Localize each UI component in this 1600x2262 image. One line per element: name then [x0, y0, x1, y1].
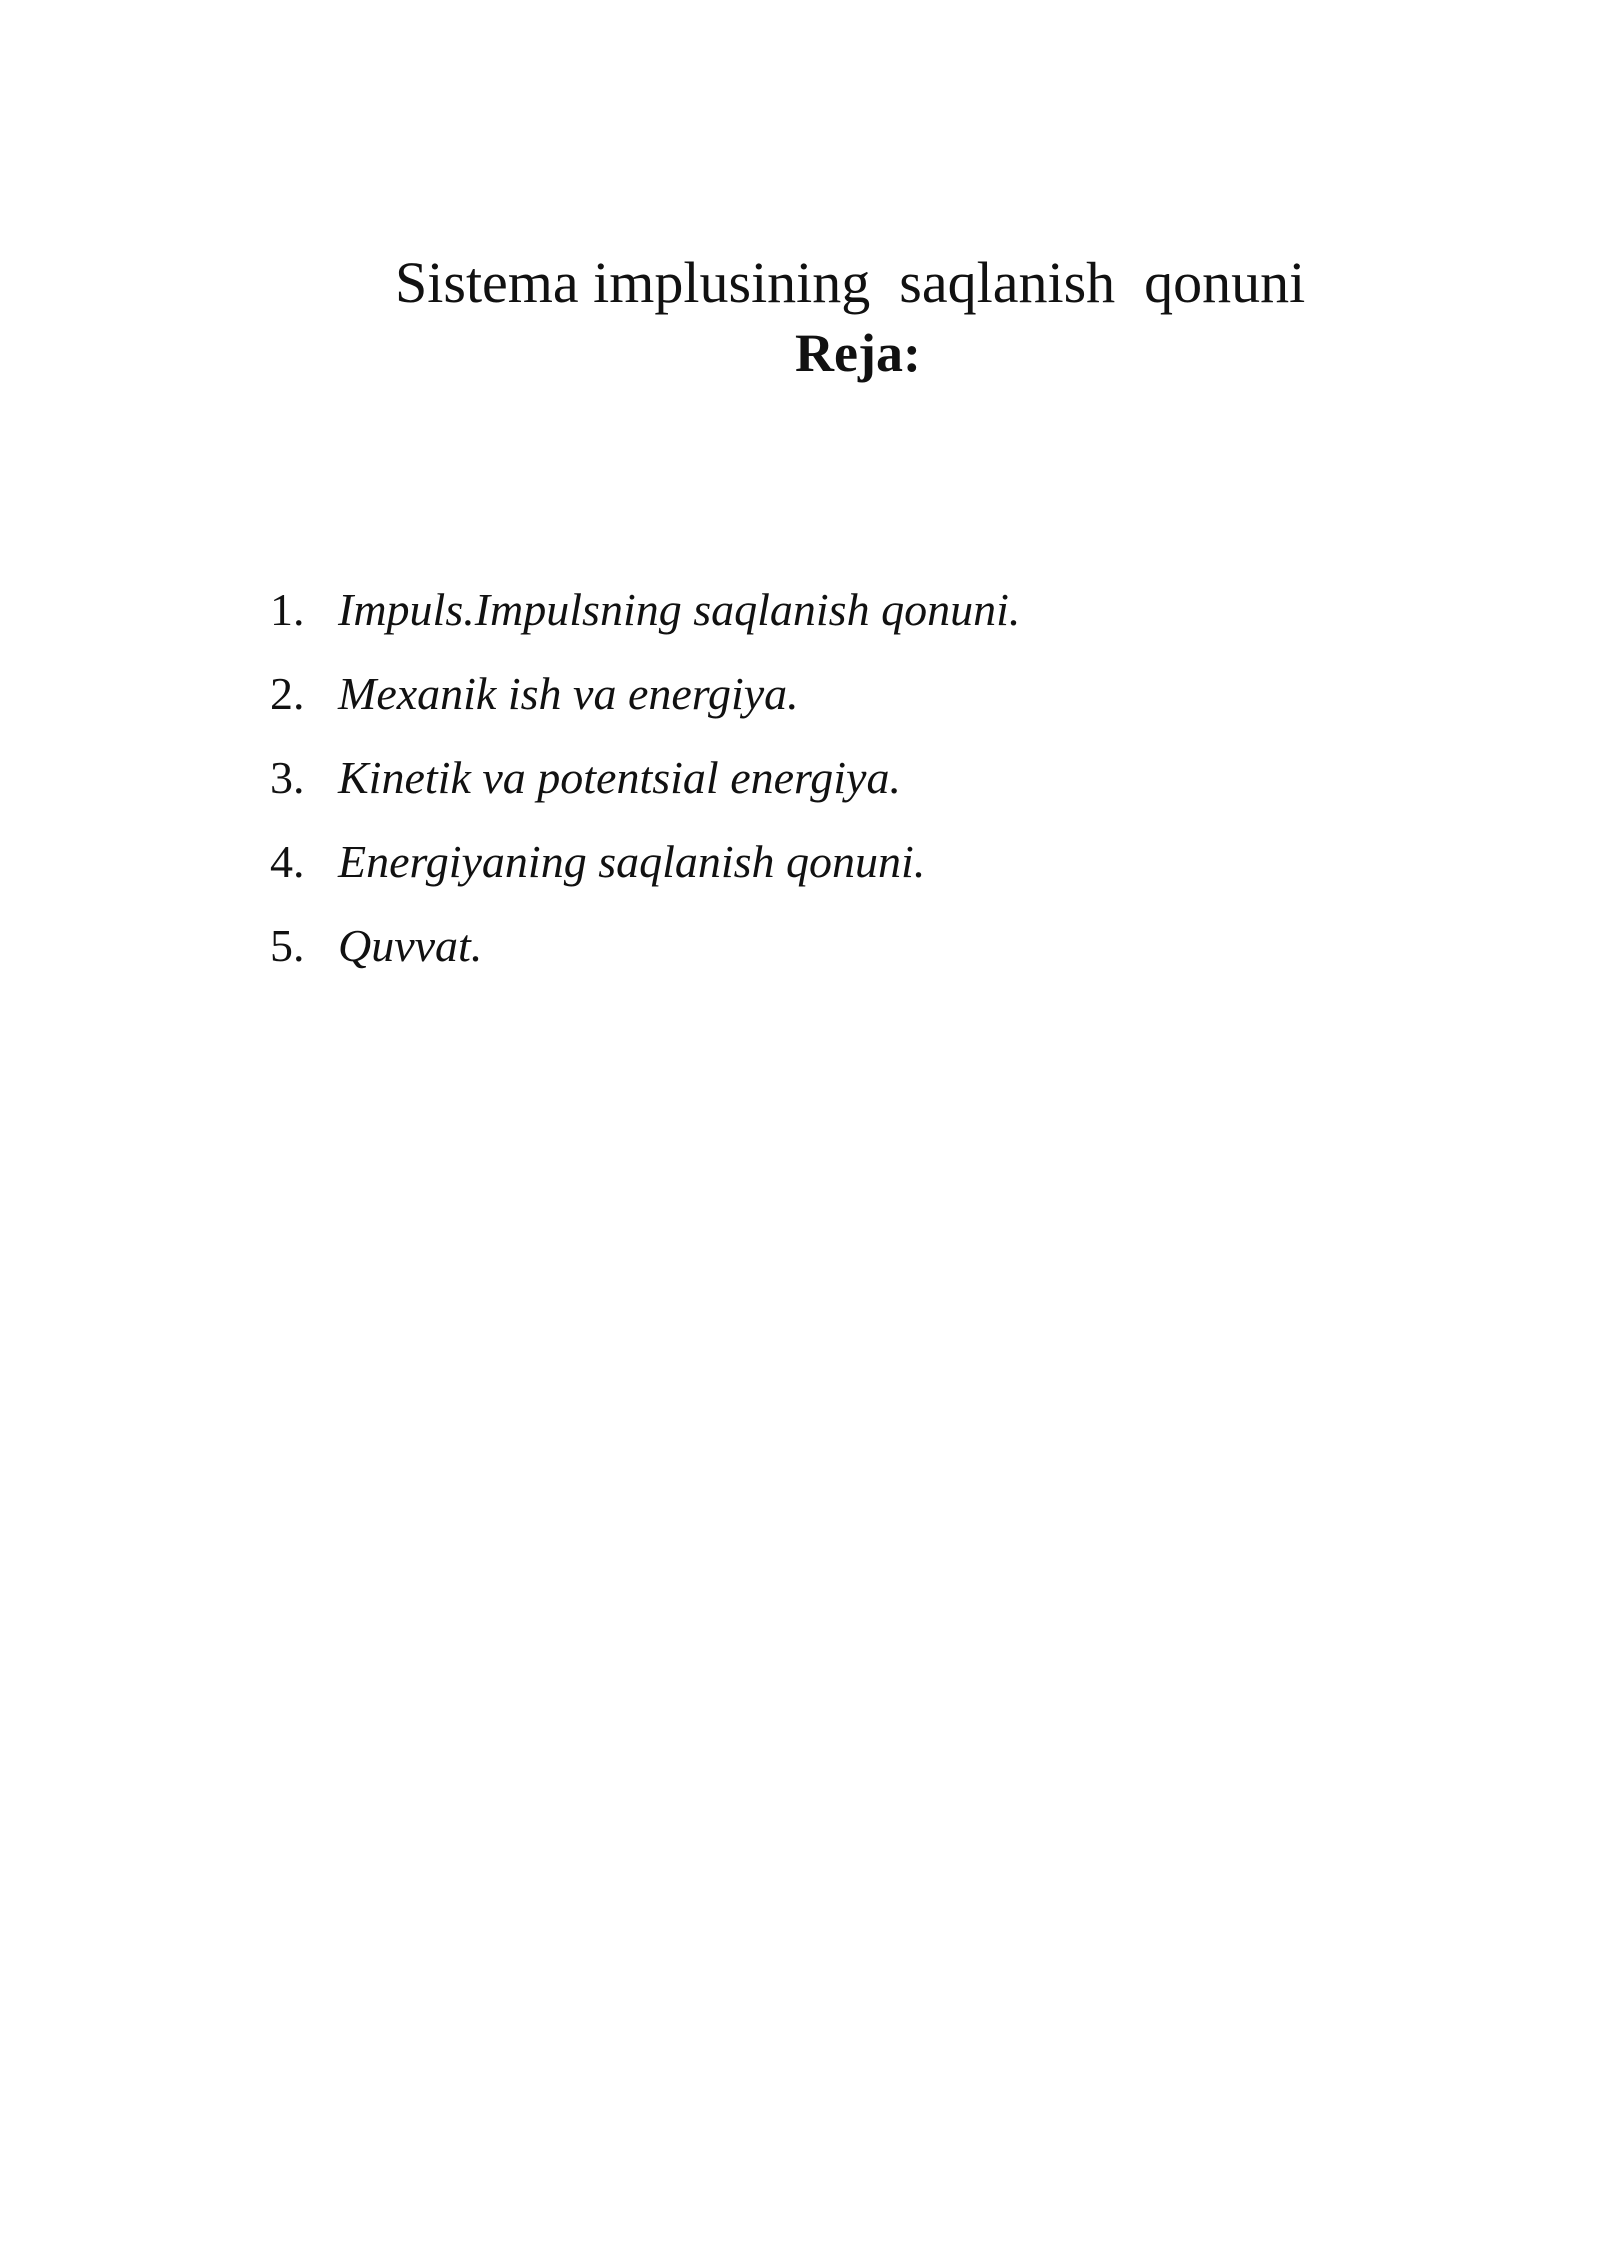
plan-heading: Reja:: [795, 323, 921, 383]
list-item: [270, 736, 1020, 820]
list-item-number: 3.: [270, 752, 305, 803]
document-title: Sistema implusining saqlanish qonuni: [395, 250, 1306, 315]
list-item-number: 4.: [270, 836, 305, 887]
list-item-text: Energiyaning saqlanish qonuni.: [338, 836, 926, 887]
list-item-number: 2.: [270, 668, 305, 719]
list-item-number: 1.: [270, 584, 305, 635]
list-item-number: 5.: [270, 920, 305, 971]
list-item-text: Mexanik ish va energiya.: [338, 668, 799, 719]
list-item: [270, 568, 1020, 652]
list-item-text: Quvvat.: [338, 920, 483, 971]
list-item: [270, 904, 1020, 988]
list-item: [270, 820, 1020, 904]
list-item-text: Kinetik va potentsial energiya.: [338, 752, 901, 803]
list-item: [270, 652, 1020, 736]
plan-list: [270, 568, 1020, 988]
list-item-text: Impuls.Impulsning saqlanish qonuni.: [338, 584, 1021, 635]
